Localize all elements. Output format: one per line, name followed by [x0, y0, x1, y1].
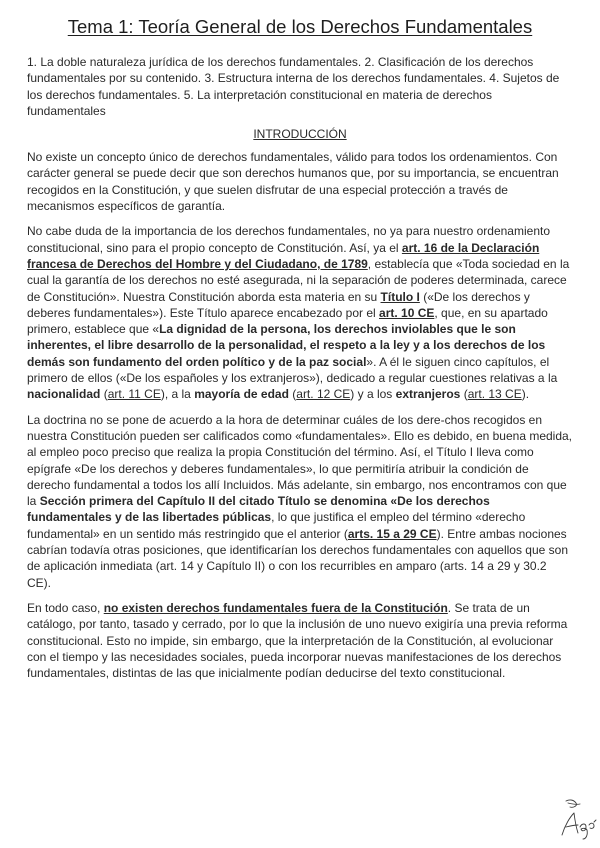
- topic-index: 1. La doble naturaleza jurídica de los derechos fundamentales. 2. Clasificación de los derechos fundamentales por su contenido. 3. Estructura interna de los derechos fundamentales. 4. Sujetos de los derechos fundamentales. 5. La interpretación constitucional en materia de derechos fundamentales: [27, 55, 560, 118]
- text-run: (: [460, 387, 468, 402]
- term-nacionalidad: nacionalidad: [27, 387, 101, 402]
- document-title: Tema 1: Teoría General de los Derechos Fundamentales: [67, 16, 533, 37]
- paragraph-1: No existe un concepto único de derechos fundamentales, válido para todos los ordenamientos. Con carácter general se puede decir que son derechos humanos que, por su importancia, se encuentran recogidos en la Constitución, y que suelen disfrutar de una especial protección a través de mecanismos específicos de garantía.: [27, 150, 559, 214]
- emphasis-no-derechos-fuera: no existen derechos fundamentales fuera de la Constitución: [103, 600, 448, 615]
- text-run: ), a la: [160, 387, 195, 402]
- reference-art12: art. 12 CE: [296, 387, 351, 402]
- reference-art16: art. 16 de la Declaración francesa de Derechos del Hombre y del Ciudadano, de 1789: [27, 240, 540, 271]
- emphasis-seccion-primera: Sección primera del Capítulo II del citado Título se denomina «De los derechos fundamentales y de las libertades públicas: [27, 494, 490, 525]
- reference-titulo-1: Título I: [380, 289, 420, 304]
- text-run: ).: [521, 387, 530, 402]
- text-run: ). Entre ambas nociones cabrían todavía otras posiciones, que identificarían los derechos fundamentales con aquellos que son de aplicación inmediata (art. 14 y Capítulo II) o con los recurribles en amparo (arts. 14 a 29 y 30.2 CE).: [27, 526, 569, 590]
- text-run: , lo que justifica el empleo del término «derecho fundamental» en un sentido más restringido que el anterior (: [27, 510, 526, 541]
- paragraph-4: [27, 600, 573, 681]
- paragraph-2: [27, 223, 573, 402]
- text-run: (: [100, 387, 108, 402]
- text-run: («De los derechos y deberes fundamentales»). Este Título aparece encabezado por el: [27, 289, 530, 320]
- reference-art11: art. 11 CE: [107, 387, 161, 402]
- term-extranjeros: extranjeros: [395, 387, 461, 402]
- document-page: [27, 14, 573, 681]
- reference-art10: art. 10 CE: [379, 305, 435, 320]
- text-run: . Se trata de un catálogo, por tanto, tasado y cerrado, por lo que la inclusión de uno nuevo exigiría una previa reforma constitucional. Esto no impide, sin embargo, que la interpretación de la Constitución, al evolucionar con el tiempo y las necesidades sociales, pueda incorporar nuevas manifestaciones de los derechos fundamentales, distintas de las que inicialmente podían deducirse del texto constitucional.: [27, 600, 568, 681]
- text-run: (: [288, 387, 297, 402]
- paragraph-3: [27, 412, 573, 591]
- reference-arts-15-29: arts. 15 a 29 CE: [347, 526, 437, 541]
- section-heading: INTRODUCCIÓN: [253, 127, 347, 142]
- term-mayoria-de-edad: mayoría de edad: [194, 387, 289, 402]
- text-run: En todo caso,: [27, 600, 104, 615]
- text-run: , que, en su apartado primero, establece que «: [27, 305, 548, 337]
- text-run: ) y a los: [350, 387, 396, 402]
- text-run: No cabe duda de la importancia de los derechos fundamentales, no ya para nuestro ordenamiento constitucional, sino para el propio concepto de Constitución. Así, ya el: [27, 224, 551, 255]
- signature-icon: [556, 795, 600, 841]
- text-run: La doctrina no se pone de acuerdo a la hora de determinar cuáles de los dere-chos recogidos en nuestra Constitución pueden ser calificados como «fundamentales». Ello es debido, en buena medida, al empleo poco preciso que realiza la propia Constitución del término. Así, el Título I lleva como epígrafe «De los derechos y deberes fundamentales», lo que permitiría atribuir la condición de derecho fundamental a todos los allí Incluidos. Más adelante, sin embargo, nos encontramos con que la: [27, 412, 573, 509]
- quote-art10: La dignidad de la persona, los derechos inviolables que le son inherentes, el libre desarrollo de la personalidad, el respeto a la ley y a los derechos de los demás son fundamento del orden político y de la paz social: [27, 322, 546, 369]
- reference-art13: art. 13 CE: [467, 387, 522, 402]
- text-run: ». A él le siguen cinco capítulos, el primero de ellos («De los españoles y los extranjeros»), dedicado a regular cuestiones relativas a la: [27, 354, 558, 386]
- text-run: , establecía que «Toda sociedad en la cual la garantía de los derechos no esté asegurada, ni la separación de poderes determinada, carece de Constitución». Nuestra Constitución aborda esta materia en su: [27, 256, 570, 304]
